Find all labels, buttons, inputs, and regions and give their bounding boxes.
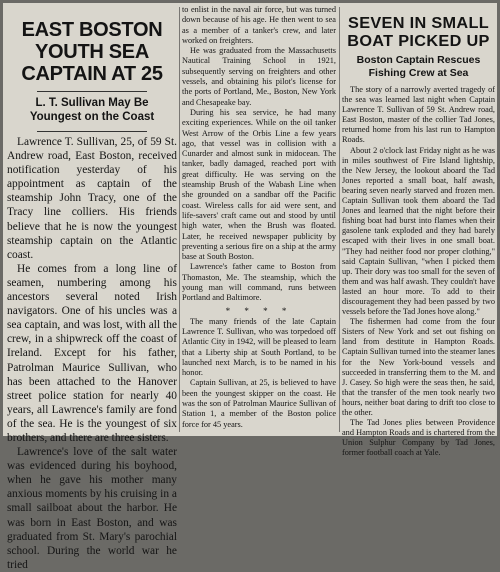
article-paragraph: The many friends of the late Captain Lawrence T. Sullivan, who was torpedoed off Atlantic City in 1942, will be pleased to learn that a Liberty ship at South Portland, to be launched next March, is to be named in his honor. xyxy=(182,316,336,378)
star-separator: * * * * xyxy=(225,305,293,316)
subhead-divider xyxy=(37,131,147,132)
article-paragraph: The story of a narrowly averted tragedy of the sea was learned last night when Captain Lawrence T. Sullivan of 59 St. Andrew road, East Boston, master of the collier Tad Jones, returned home from his last run to Hampton Roads. xyxy=(342,85,495,145)
column-rule xyxy=(179,7,180,432)
headline-seven-in-small-boat: SEVEN IN SMALL BOAT PICKED UP xyxy=(347,15,490,50)
article-paragraph: He comes from a long line of seamen, numbering among his ancestors several noted Irish navigators. One of his uncles was a sea captain, and was lost, with all the crew, in a shipwreck off the coast of Ireland. Except for his father, Patrolman Maurice Sullivan, who has been attached to the Hanover street police station for nearly 40 years, all Lawrence's family are fond of the sea. He is the youngest of six brothers, and there are three sisters. xyxy=(7,262,177,444)
article-paragraph: The fishermen had come from the four Sisters of New York and set out fishing on land from destitute in Hampton Roads. Captain Sullivan turned into the steamer lanes for the New York-bound vessels and succeeded in transferring them to the M. and J. Casey. So high were the seas then, he said, that the transfer of the men took nearly two hours, neither boat daring to drift too close to the other. xyxy=(342,317,495,417)
article-paragraph: Lawrence T. Sullivan, 25, of 59 St. Andrew road, East Boston, received notification yesterday of his appointment as captain of the steamship John Tracy, one of the Tracy line colliers. His friends believe that he is now the youngest steamship captain on the Atlantic coast. xyxy=(7,136,177,261)
column-rule xyxy=(339,7,340,432)
headline-east-boston-youth: EAST BOSTON YOUTH SEA CAPTAIN AT 25 xyxy=(21,19,163,85)
article-paragraph: About 2 o'clock last Friday night as he was in miles southwest of Fire Island lightship, the New Jersey, the lookout aboard the Tad Jones reported a small boat, half awash, bearing seven nearly starved and frozen men. Captain Sullivan took them aboard the Tad Jones and learned that the night before their fishing boat had burst into flames when their gasolene tank exploded and they had barely escaped with their lives in one small boat. "They had neither food nor proper clothing," said Captain Sullivan, "when I picked them up. Their dory was too small for the seven of them and was half awash. They couldn't have lasted an hour more. To add to their discouragement they had been passed by two vessels before the Tad Jones hove along." xyxy=(342,145,495,317)
article-paragraph: to enlist in the naval air force, but was turned down because of his age. He then went to sea as a member of a tanker's crew, and later worked on freighters. xyxy=(182,5,336,45)
subhead-youngest-on-coast: L. T. Sullivan May Be Youngest on the Coast xyxy=(29,97,155,123)
newspaper-clippings-page xyxy=(3,3,497,571)
article-paragraph: Lawrence's father came to Boston from Thomaston, Me. The steamship, which the young man will command, runs between Portland and Baltimore. xyxy=(182,262,336,303)
article-east-boston-youth xyxy=(7,5,177,571)
article-paragraph: During his sea service, he had many exciting experiences. While on the oil tanker West Arrow of the Orbis Line a few years ago, that vessel was in collision with a Cunarder and almost sunk in midocean. The tanker, badly damaged, reached port with great difficulty. He was serving on the steamship Brush of the Wabash Line when she grounded on a sandbar off the Pacific coast. Wireless calls for aid were sent, and life-savers' craft came out and stood by until high water, when the Brush was floated. Later, he received newspaper publicity by preventing a serious fire on a ship at the army base at South Boston. xyxy=(182,107,336,262)
headline-divider xyxy=(37,91,147,92)
article-paragraph: The Tad Jones plies between Providence and Hampton Roads and is chartered from the Union Sulphur Company by Tad Jones, former football coach at Yale. xyxy=(342,418,495,458)
article-paragraph: Captain Sullivan, at 25, is believed to have been the youngest skipper on the coast. He was the son of Patrolman Maurice Sullivan of Station 1, a member of the Boston police force for 45 years. xyxy=(182,378,336,429)
article-paragraph: Lawrence's love of the salt water was evidenced during his boyhood, when he gave his mother many anxious moments by his cruising in a small sailboat about the harbor. He was born in East Boston, and was graduated from St. Mary's parochial school. During the world war he tried xyxy=(7,446,177,571)
article-seven-in-small-boat xyxy=(342,5,495,458)
subhead-captain-rescues: Boston Captain Rescues Fishing Crew at Sea xyxy=(356,54,481,79)
article-continuation xyxy=(182,5,336,433)
article-paragraph: He was graduated from the Massachusetts Nautical Training School in 1921, subsequently serving on freighters and other vessels, and obtaining his pilot's license for the ports of Portland, Me., Boston, New York and Chesapeake bay. xyxy=(182,46,336,107)
